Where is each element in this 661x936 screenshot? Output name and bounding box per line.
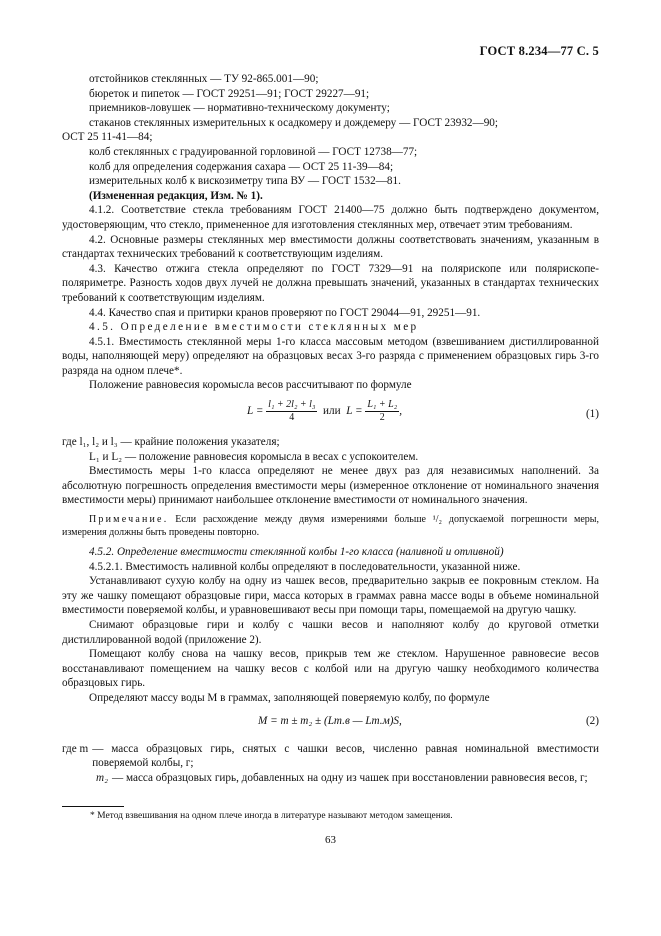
- where-3-text: — масса образцовых гирь, добавленных на одну из чашек при восстановлении равновесия весов, г;: [112, 771, 588, 784]
- where-clause-1: где l₁, l₂ и l₃ — крайние положения указателя;: [62, 436, 280, 449]
- formula-1-fraction-a: [266, 399, 317, 424]
- list-item: отстойников стеклянных — ТУ 92-865.001—90;: [89, 73, 319, 85]
- paragraph-mass: Определяют массу воды M в граммах, заполняющей поверяемую колбу, по формуле: [89, 691, 490, 704]
- paragraph-dry-flask: Устанавливают сухую колбу на одну из чашек весов, предварительно закрыв ее покровным стеклом. На эту же чашку помещают образцовые гири, масса которых в граммах равна массе воды в объеме номинальной вместимости поверяемой колбы, и уравновешивают весы при помощи тары, помещаемой на другую чашку.: [62, 575, 599, 617]
- note-label: Примечание.: [89, 514, 169, 526]
- formula-1-tail: ,: [399, 405, 402, 418]
- paragraph-4-2: 4.2. Основные размеры стеклянных мер вместимости должны соответствовать значениям, указанным в стандартах технических требований к соответствующим изделиям.: [62, 233, 599, 261]
- footnote: * Метод взвешивания на одном плече иногда в литературе называют методом замещения.: [90, 811, 453, 821]
- fraction-denominator: 2: [379, 412, 385, 424]
- where-2-text: — масса образцовых гирь, снятых с чашки весов, численно равная номинальной вместимости поверяемой колбы, г;: [92, 742, 599, 770]
- note: [62, 513, 599, 539]
- list-item: приемников-ловушек — нормативно-техническому документу;: [89, 102, 390, 115]
- note-text: Если расхождение между двумя измерениями больше ¹/₂ допускаемой погрешности меры, измерения должны быть проведены повторно.: [62, 514, 600, 539]
- list-item: колб стеклянных с градуированной горловиной — ГОСТ 12738—77;: [89, 145, 418, 158]
- where-2-term: где m: [62, 742, 89, 755]
- list-item: бюреток и пипеток — ГОСТ 29251—91; ГОСТ 29227—91;: [89, 87, 370, 100]
- paragraph-place-flask: Помещают колбу снова на чашку весов, прикрыв тем же стеклом. Нарушенное равновесие весов восстанавливают помещением на чашку весов с колбой или на другую чашку необходимого количества образцовых гирь.: [62, 648, 599, 690]
- list-item: измерительных колб к вискозиметру типа ВУ — ГОСТ 1532—81.: [89, 175, 401, 188]
- where-clause-1b: L₁ и L₂ — положение равновесия коромысла в весах с успокоителем.: [89, 450, 419, 463]
- page-number: 63: [325, 834, 336, 846]
- paragraph-4-4: 4.4. Качество спая и притирки кранов проверяют по ГОСТ 29044—91, 29251—91.: [89, 306, 481, 319]
- formula-1: [62, 399, 599, 429]
- formula-1-lhs: L =: [247, 405, 264, 418]
- paragraph-4-1-2: 4.1.2. Соответствие стекла требованиям ГОСТ 21400—75 должно быть подтверждено документом, удостоверяющим, что стекло, примененное для изготовления стеклянных мер, отвечает этим требованиям.: [62, 204, 599, 231]
- edition-note: (Измененная редакция, Изм. № 1).: [89, 189, 263, 202]
- where-clause-2: [62, 742, 599, 771]
- where-clause-3: [62, 771, 599, 786]
- formula-2: [62, 712, 599, 736]
- formula-1-or: или: [323, 405, 341, 418]
- fraction-denominator: 4: [289, 412, 295, 424]
- where-3-term: m₂: [96, 771, 108, 784]
- paragraph-capacity: Вместимость меры 1-го класса определяют не менее двух раз для независимых наполнений. За абсолютную погрешность определения вместимости меры (измеренное отклонение от номинального значения вместимости меры) принимают наибольшее отклонение вместимости от номинального значения.: [62, 465, 599, 507]
- section-heading-4-5: 4.5. Определение вместимости стеклянных мер: [89, 321, 419, 334]
- paragraph-4-3: 4.3. Качество отжига стекла определяют по ГОСТ 7329—91 на полярископе или полярископе-поляриметре. Разность ходов двух лучей не должна превышать значений, указанных в стандартах технических требований к соответствующим изделиям.: [62, 262, 599, 304]
- page-header: ГОСТ 8.234—77 С. 5: [479, 44, 599, 58]
- footnote-rule: [62, 806, 124, 807]
- list-item: стаканов стеклянных измерительных к осадкомеру и дождемеру — ГОСТ 23932—90;: [89, 116, 499, 129]
- formula-1-fraction-b: [365, 399, 399, 424]
- fraction-numerator: l₁ + 2l₂ + l₃: [268, 399, 316, 411]
- formula-1-expression: [247, 399, 402, 424]
- paragraph-balance: Положение равновесия коромысла весов рассчитывают по формуле: [89, 379, 412, 392]
- paragraph-4-5-2-1: 4.5.2.1. Вместимость наливной колбы определяют в последовательности, указанной ниже.: [89, 560, 521, 573]
- paragraph-4-5-2: 4.5.2. Определение вместимости стеклянной колбы 1-го класса (наливной и отливной): [89, 546, 504, 559]
- paragraph-remove-weights: Снимают образцовые гири и колбу с чашки весов и наполняют колбу до круговой отметки дистиллированной водой (приложение 2).: [62, 619, 599, 646]
- equation-number-1: (1): [585, 408, 599, 421]
- document-body: [62, 72, 599, 785]
- formula-1-lhs-2: L =: [346, 405, 363, 418]
- formula-2-expression: M = m ± m₂ ± (Lт.в — Lт.м)S,: [258, 714, 402, 727]
- fraction-numerator: L₁ + L₂: [367, 399, 398, 411]
- paragraph-4-5-1: 4.5.1. Вместимость стеклянной меры 1-го класса массовым методом (взвешиванием дистиллированной воды, наполняющей меру) определяют на образцовых весах 3-го разряда с применением образцовых гирь 3-го разряда на одном плече*.: [62, 335, 599, 377]
- equation-number-2: (2): [585, 714, 599, 727]
- list-item: колб для определения содержания сахара — ОСТ 25 11-39—84;: [89, 160, 394, 173]
- list-item: ОСТ 25 11-41—84;: [62, 131, 153, 144]
